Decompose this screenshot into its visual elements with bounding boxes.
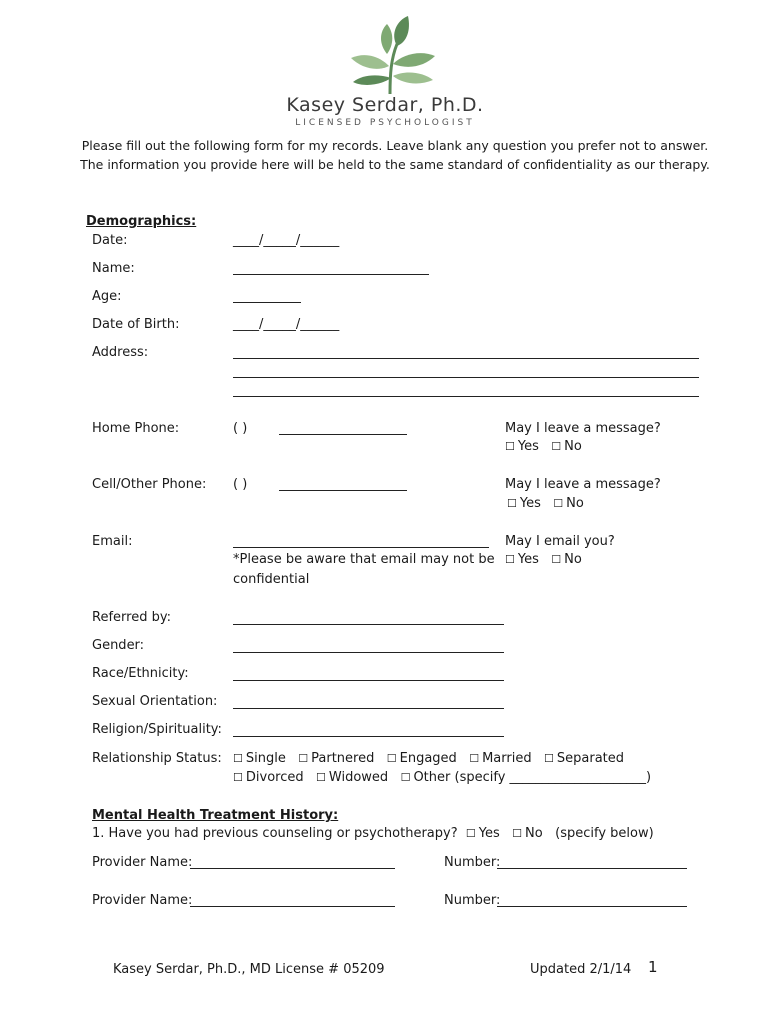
engaged-checkbox[interactable]: ☐ xyxy=(386,752,397,765)
cell-phone-field[interactable] xyxy=(279,490,407,491)
email-yes-label: Yes xyxy=(517,552,539,567)
page-number: 1 xyxy=(648,958,658,976)
email-label: Email: xyxy=(92,534,133,549)
single-label: Single xyxy=(245,751,286,766)
separated-label: Separated xyxy=(556,751,625,766)
provider-number-label-1: Number: xyxy=(444,855,501,870)
engaged-label: Engaged xyxy=(399,751,457,766)
cell-phone-label: Cell/Other Phone: xyxy=(92,477,207,492)
cell-phone-area-code[interactable]: ( ) xyxy=(233,477,248,492)
home-phone-label: Home Phone: xyxy=(92,421,180,436)
address-field-line-2[interactable] xyxy=(233,377,699,378)
intro-line-1: Please fill out the following form for my records. Leave blank any question you prefer not to answer. xyxy=(81,138,709,153)
intro-line-2: The information you provide here will be held to the same standard of confidentiality as our therapy. xyxy=(80,157,710,172)
treatment-yes-checkbox[interactable]: ☐ xyxy=(465,827,476,840)
partnered-label: Partnered xyxy=(311,751,375,766)
married-checkbox[interactable]: ☐ xyxy=(469,752,480,765)
email-field[interactable] xyxy=(233,547,489,548)
divorced-checkbox[interactable]: ☐ xyxy=(233,771,243,784)
treatment-heading: Mental Health Treatment History: xyxy=(92,808,339,823)
name-label: Name: xyxy=(92,261,135,276)
treatment-question-1 xyxy=(92,826,654,841)
other-specify-label: Other (specify _____________________) xyxy=(413,770,652,785)
email-note-line-2: confidential xyxy=(233,572,310,587)
cell-message-no-label: No xyxy=(566,496,584,511)
orientation-label: Sexual Orientation: xyxy=(92,694,218,709)
race-field[interactable] xyxy=(233,680,504,681)
email-note-line-1: *Please be aware that email may not be xyxy=(233,552,495,567)
footer-license: Kasey Serdar, Ph.D., MD License # 05209 xyxy=(113,962,385,977)
home-phone-area-code[interactable]: ( ) xyxy=(233,421,248,436)
provider-name-field-2[interactable] xyxy=(190,906,395,907)
home-message-question: May I leave a message? xyxy=(505,421,661,436)
date-label: Date: xyxy=(92,233,128,248)
cell-message-question: May I leave a message? xyxy=(505,477,661,492)
widowed-label: Widowed xyxy=(328,770,389,785)
email-yes-checkbox[interactable]: ☐ xyxy=(505,553,515,566)
provider-number-field-2[interactable] xyxy=(497,906,687,907)
footer-updated: Updated 2/1/14 xyxy=(530,962,632,977)
cell-message-options xyxy=(507,496,584,511)
referred-label: Referred by: xyxy=(92,610,171,625)
treatment-no-label: No xyxy=(525,826,543,841)
orientation-field[interactable] xyxy=(233,708,504,709)
demographics-heading: Demographics: xyxy=(86,214,197,229)
treatment-specify-note: (specify below) xyxy=(555,826,654,841)
religion-field[interactable] xyxy=(233,736,504,737)
home-message-yes-checkbox[interactable]: ☐ xyxy=(505,440,515,453)
widowed-checkbox[interactable]: ☐ xyxy=(316,771,326,784)
race-label: Race/Ethnicity: xyxy=(92,666,189,681)
home-message-no-label: No xyxy=(564,439,582,454)
leaf-logo-icon xyxy=(335,14,445,96)
email-question: May I email you? xyxy=(505,534,615,549)
dob-field[interactable]: ____/_____/______ xyxy=(233,317,340,332)
relationship-options-row-2 xyxy=(233,770,651,785)
provider-number-field-1[interactable] xyxy=(497,868,687,869)
cell-message-no-checkbox[interactable]: ☐ xyxy=(553,497,564,510)
religion-label: Religion/Spirituality: xyxy=(92,722,222,737)
dob-label: Date of Birth: xyxy=(92,317,180,332)
relationship-label: Relationship Status: xyxy=(92,751,222,766)
referred-field[interactable] xyxy=(233,624,504,625)
separated-checkbox[interactable]: ☐ xyxy=(544,752,554,765)
treatment-yes-label: Yes xyxy=(478,826,500,841)
gender-field[interactable] xyxy=(233,652,504,653)
provider-name-label-2: Provider Name: xyxy=(92,893,193,908)
other-checkbox[interactable]: ☐ xyxy=(400,771,411,784)
treatment-question-1-text: 1. Have you had previous counseling or psychotherapy? xyxy=(92,826,458,841)
practice-subtitle: LICENSED PSYCHOLOGIST xyxy=(295,118,475,128)
relationship-options-row-1 xyxy=(233,751,624,766)
address-field-line-3[interactable] xyxy=(233,396,699,397)
practice-name: Kasey Serdar, Ph.D. xyxy=(286,94,484,116)
email-no-label: No xyxy=(564,552,582,567)
provider-name-field-1[interactable] xyxy=(190,868,395,869)
name-field[interactable] xyxy=(233,274,429,275)
cell-message-yes-checkbox[interactable]: ☐ xyxy=(507,497,517,510)
cell-message-yes-label: Yes xyxy=(519,496,541,511)
email-options xyxy=(505,552,582,567)
address-field-line-1[interactable] xyxy=(233,358,699,359)
provider-name-label-1: Provider Name: xyxy=(92,855,193,870)
provider-number-label-2: Number: xyxy=(444,893,501,908)
email-no-checkbox[interactable]: ☐ xyxy=(551,553,562,566)
married-label: Married xyxy=(482,751,532,766)
home-phone-field[interactable] xyxy=(279,434,407,435)
treatment-no-checkbox[interactable]: ☐ xyxy=(512,827,523,840)
single-checkbox[interactable]: ☐ xyxy=(233,752,243,765)
address-label: Address: xyxy=(92,345,149,360)
home-message-yes-label: Yes xyxy=(517,439,539,454)
partnered-checkbox[interactable]: ☐ xyxy=(298,752,309,765)
date-field[interactable]: ____/_____/______ xyxy=(233,233,340,248)
home-message-options xyxy=(505,439,582,454)
home-message-no-checkbox[interactable]: ☐ xyxy=(551,440,562,453)
age-label: Age: xyxy=(92,289,122,304)
gender-label: Gender: xyxy=(92,638,145,653)
age-field[interactable] xyxy=(233,302,301,303)
divorced-label: Divorced xyxy=(245,770,304,785)
